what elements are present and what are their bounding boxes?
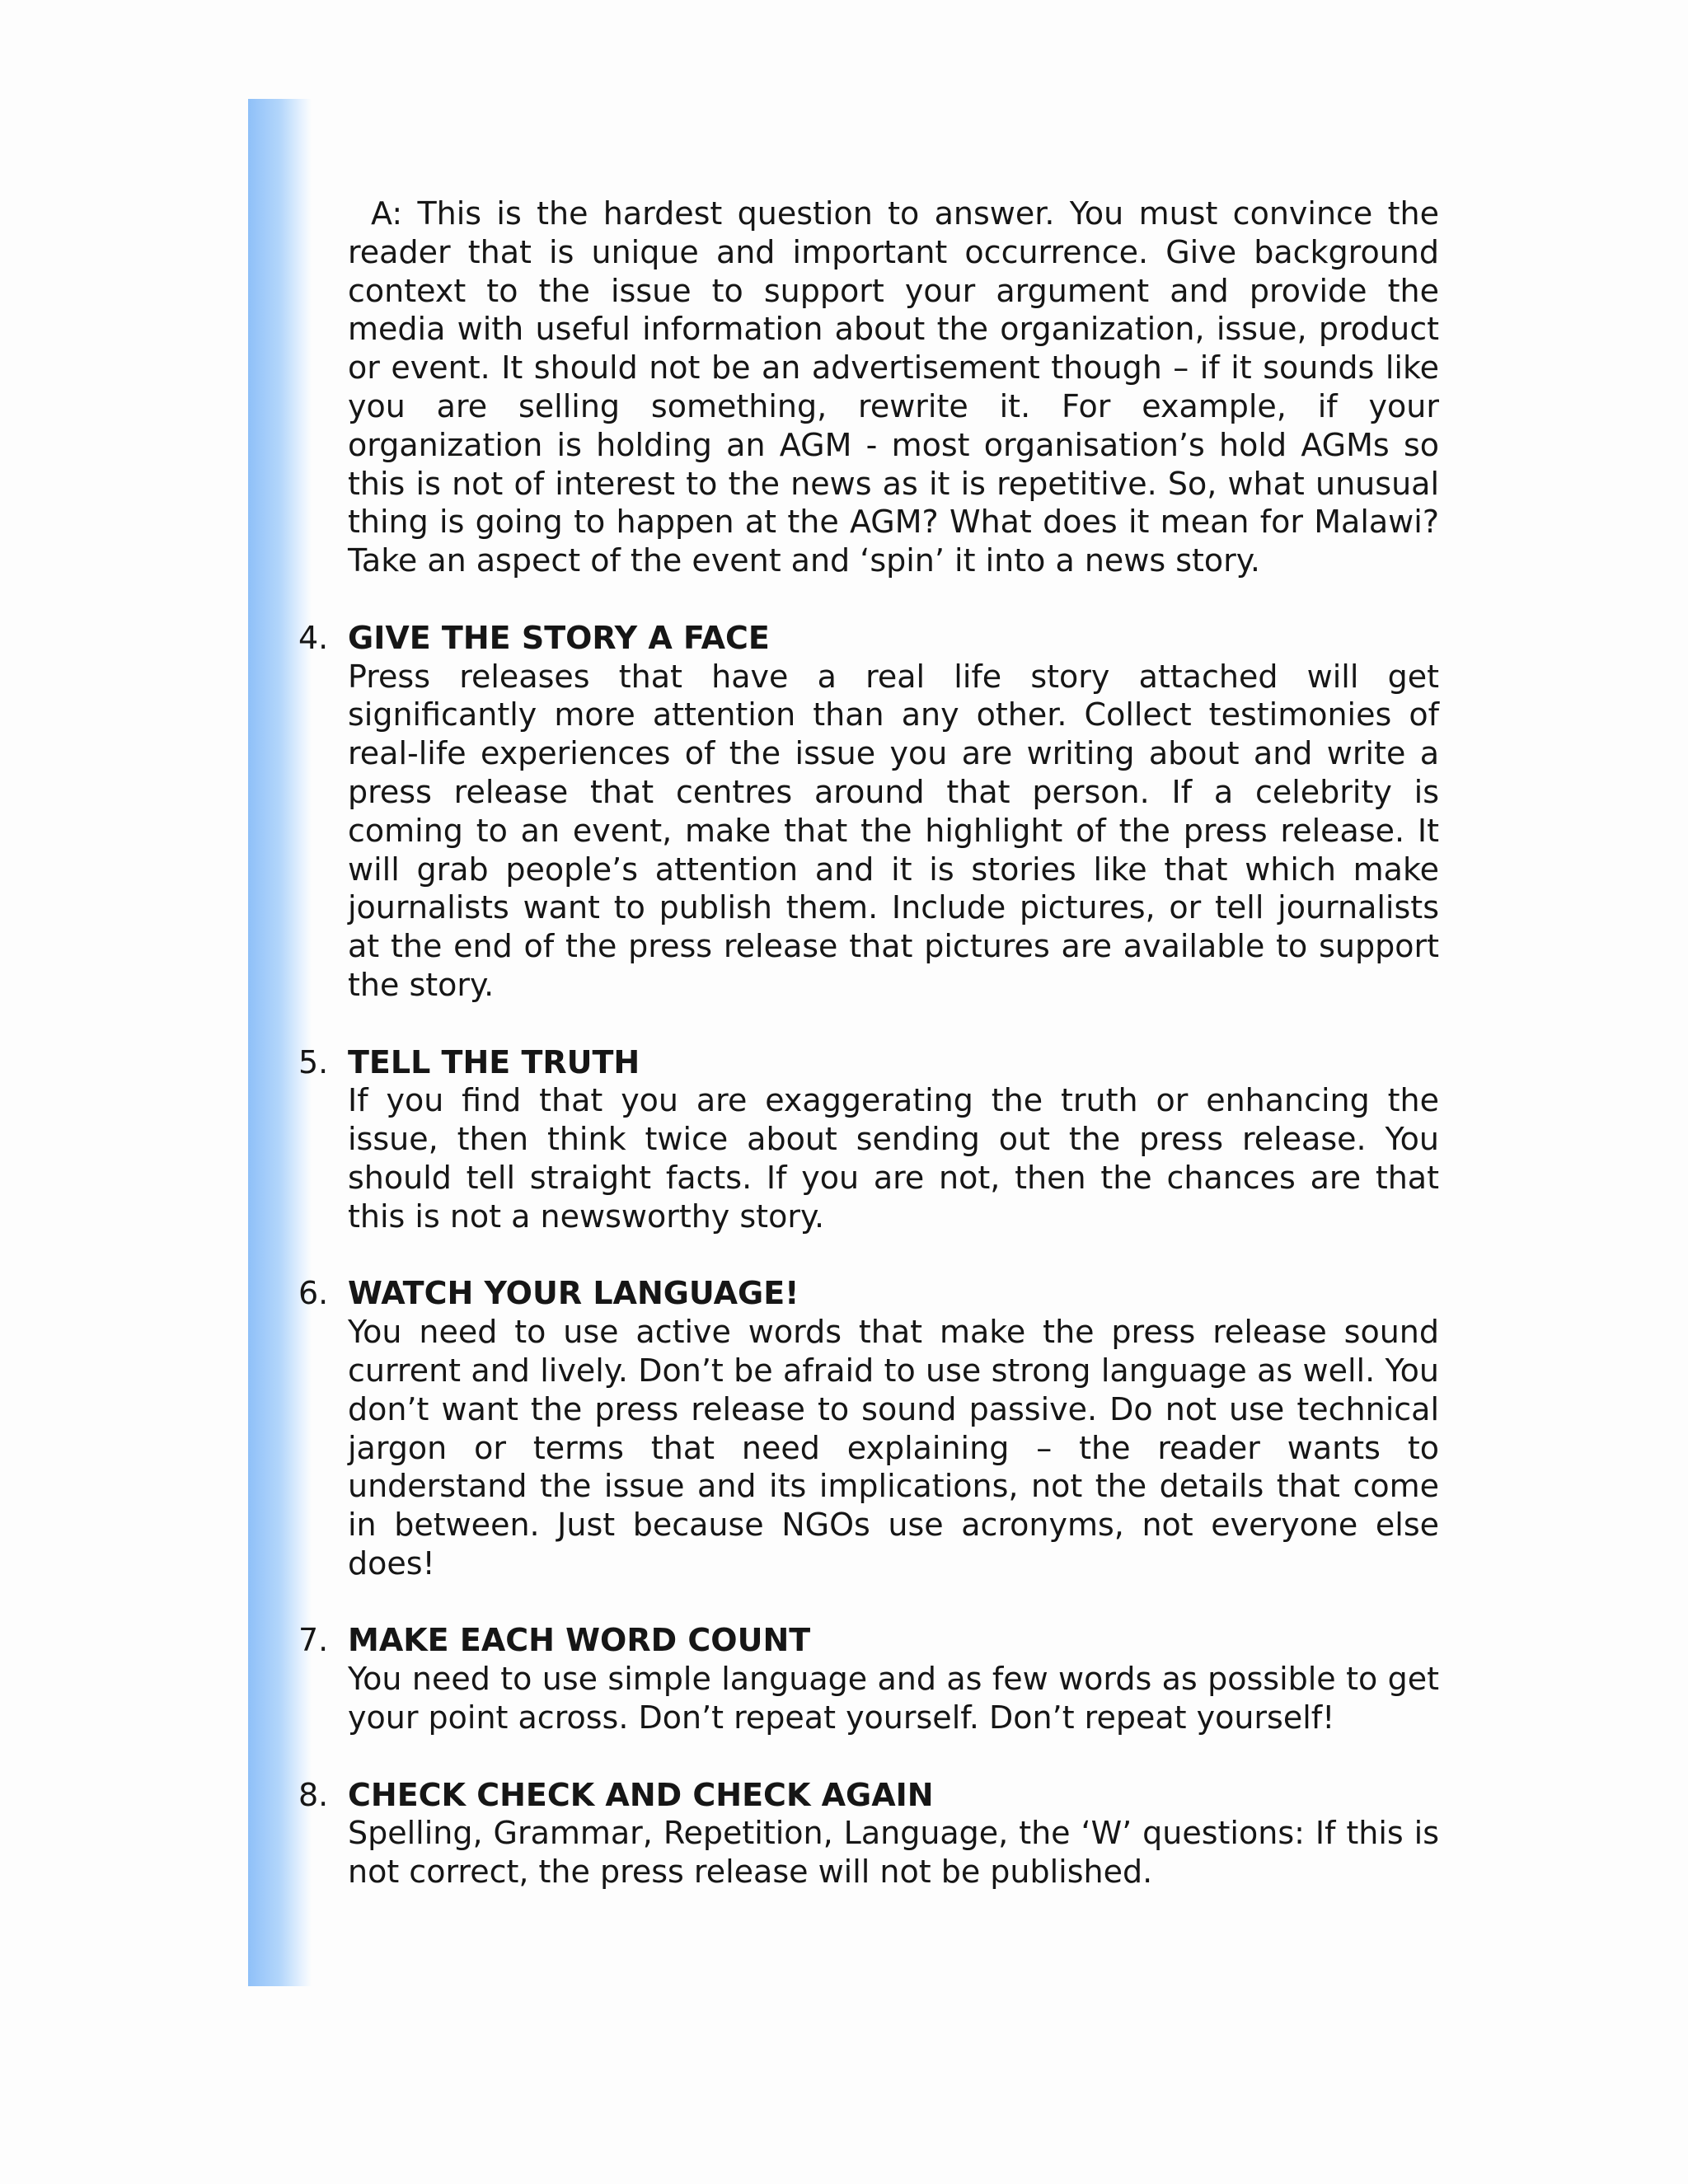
section-heading: WATCH YOUR LANGUAGE! — [348, 1275, 799, 1312]
section-body: You need to use active words that make the press release sound current and lively. Don’t be afraid to use strong language as well. You don’t want the press release to sound passive. Do not use technical jargon or terms that need explaining – the reader wants to understand the issue and its implications, not the details that come in between. Just because NGOs use acronyms, not everyone else does! — [348, 1314, 1439, 1582]
section-heading: MAKE EACH WORD COUNT — [348, 1622, 811, 1659]
section-number: 7. — [298, 1622, 329, 1659]
section-heading: CHECK CHECK AND CHECK AGAIN — [348, 1776, 934, 1813]
section-heading: GIVE THE STORY A FACE — [348, 619, 770, 656]
section-body: Press releases that have a real life story attached will get significantly more attention than any other. Collect testimonies of real-life experiences of the issue you are writing about and write a press release that centres around that person. If a celebrity is coming to an event, make that the highlight of the press release. It will grab people’s attention and it is stories like that which make journalists want to publish them. Include pictures, or tell journalists at the end of the press release that pictures are available to support the story. — [348, 658, 1439, 1003]
section-number: 4. — [298, 619, 329, 656]
section-watch-your-language — [298, 1274, 1439, 1582]
section-make-each-word-count — [298, 1621, 1439, 1736]
section-number: 6. — [298, 1275, 329, 1312]
section-tell-the-truth — [298, 1043, 1439, 1236]
section-give-story-a-face — [298, 619, 1439, 1005]
document-body — [298, 194, 1439, 1891]
section-body: Spelling, Grammar, Repetition, Language, the ‘W’ questions: If this is not correct, the press release will not be published. — [348, 1815, 1439, 1891]
section-check-again — [298, 1776, 1439, 1891]
section-number: 5. — [298, 1043, 329, 1080]
section-body: If you find that you are exaggerating the truth or enhancing the issue, then think twice about sending out the press release. You should tell straight facts. If you are not, then the chances are that this is not a newsworthy story. — [348, 1082, 1439, 1235]
intro-paragraph: A: This is the hardest question to answer. You must convince the reader that is unique and important occurrence. Give background context to the issue to support your argument and provide the media with useful information about the organization, issue, product or event. It should not be an advertisement though – if it sounds like you are selling something, rewrite it. For example, if your organization is holding an AGM - most organisation’s hold AGMs so this is not of interest to the news as it is repetitive. So, what unusual thing is going to happen at the AGM? What does it mean for Malawi? Take an aspect of the event and ‘spin’ it into a news story. — [348, 195, 1439, 579]
section-number: 8. — [298, 1776, 329, 1813]
section-heading: TELL THE TRUTH — [348, 1043, 640, 1080]
section-body: You need to use simple language and as few words as possible to get your point across. Don’t repeat yourself. Don’t repeat yourself! — [348, 1661, 1439, 1736]
